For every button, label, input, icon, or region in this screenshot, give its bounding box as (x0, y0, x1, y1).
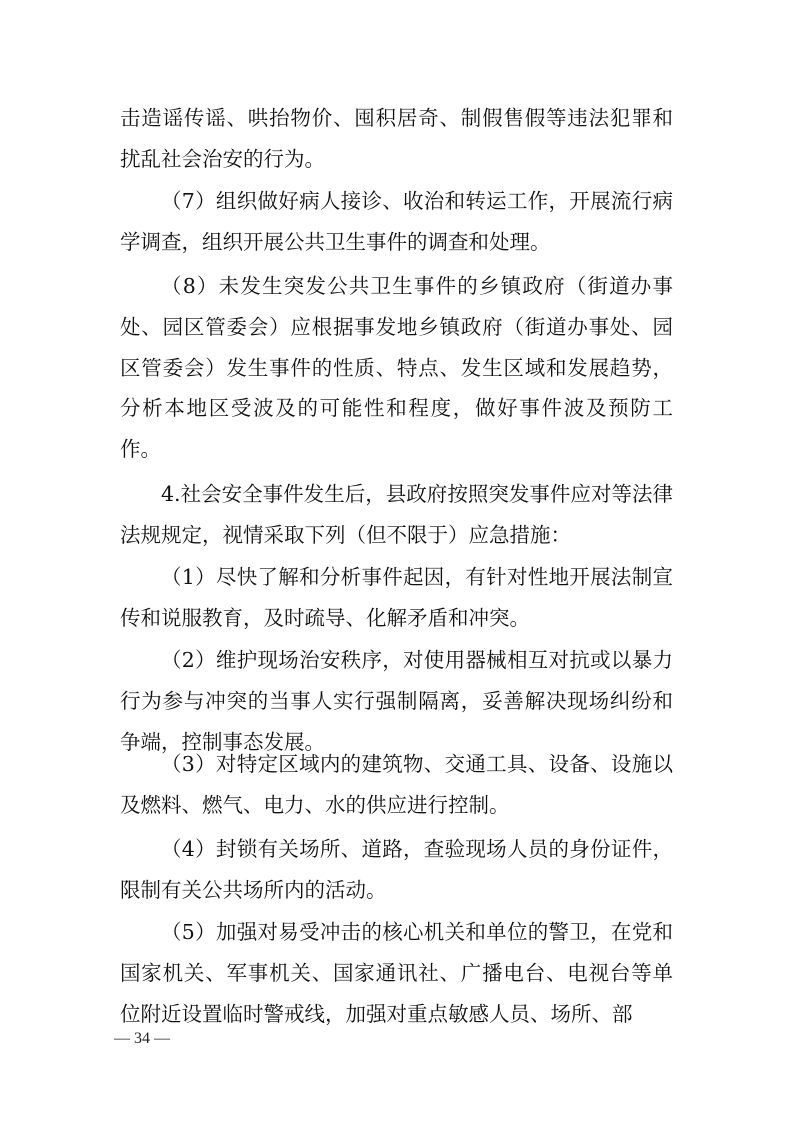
page-number: — 34 — (114, 1030, 170, 1047)
paragraph-item-1: （1）尽快了解和分析事件起因，有针对性地开展法制宣传和说服教育，及时疏导、化解矛盾和冲突。 (120, 565, 673, 630)
paragraph-continuation: 击造谣传谣、哄抬物价、囤积居奇、制假售假等违法犯罪和扰乱社会治安的行为。 (120, 106, 673, 171)
paragraph-item-8: （8）未发生突发公共卫生事件的乡镇政府（街道办事处、园区管委会）应根据事发地乡镇政府（街道办事处、园区管委会）发生事件的性质、特点、发生区域和发展趋势，分析本地区受波及的可能性和程度，做好事件波及预防工作。 (120, 274, 673, 462)
paragraph-section-4: 4.社会安全事件发生后，县政府按照突发事件应对等法律法规规定，视情采取下列（但不限于）应急措施： (120, 482, 673, 547)
paragraph-item-2: （2）维护现场治安秩序，对使用器械相互对抗或以暴力行为参与冲突的当事人实行强制隔离，妥善解决现场纠纷和争端，控制事态发展。 (120, 648, 673, 754)
paragraph-item-7: （7）组织做好病人接诊、收治和转运工作，开展流行病学调查，组织开展公共卫生事件的调查和处理。 (120, 189, 673, 254)
paragraph-item-5: （5）加强对易受冲击的核心机关和单位的警卫，在党和国家机关、军事机关、国家通讯社、广播电台、电视台等单位附近设置临时警戒线，加强对重点敏感人员、场所、部 (120, 920, 673, 1026)
paragraph-item-3: （3）对特定区域内的建筑物、交通工具、设备、设施以及燃料、燃气、电力、水的供应进行控制。 (120, 752, 673, 817)
paragraph-item-4: （4）封锁有关场所、道路，查验现场人员的身份证件，限制有关公共场所内的活动。 (120, 837, 673, 902)
